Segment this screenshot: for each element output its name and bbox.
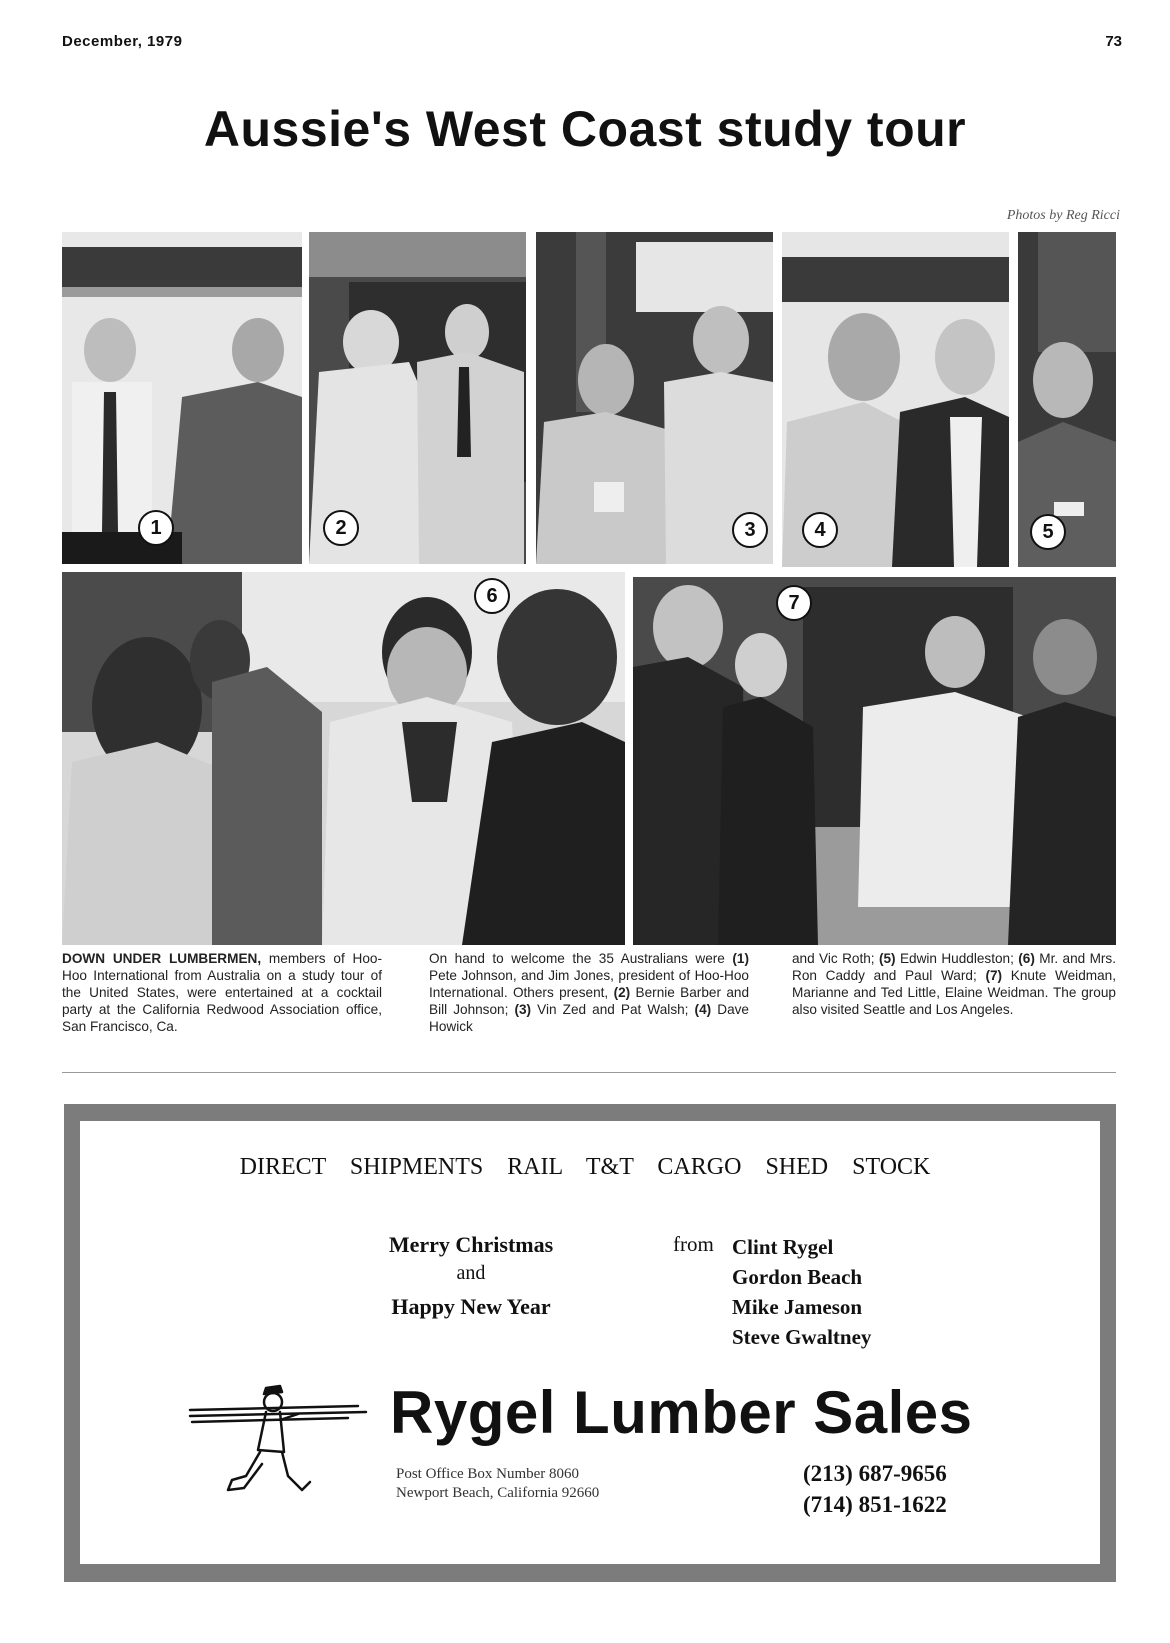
ad-phone: (213) 687-9656 [803,1461,947,1486]
ad-phones [803,1458,947,1520]
caption-marker: (3) [514,1002,532,1017]
caption-text: Knute Weidman, Marianne and Ted Little, Elaine Weidman. The group also visited Seattle and Los Angeles. [792,968,1116,1017]
caption-column-2 [429,950,749,1035]
lumberjack-carrying-boards-icon [188,1380,372,1498]
photo-1 [62,232,302,564]
photo-4 [782,232,1009,567]
caption-text: Dave Howick [429,1002,749,1034]
article-title: Aussie's West Coast study tour [203,101,967,157]
photo-label-4: 4 [802,512,838,548]
photo-6 [62,572,625,945]
ad-company-name: Rygel Lumber Sales [390,1379,973,1446]
page-date: December, 1979 [62,33,183,50]
photo-label-6: 6 [474,578,510,614]
caption-text: Mr. and Mrs. Ron Caddy and Paul Ward; [792,951,1116,983]
ad-address-line: Post Office Box Number 8060 [396,1466,580,1482]
ad-phone: (714) 851-1622 [803,1492,947,1517]
ad-greeting-and: and [456,1262,486,1284]
caption-column-3 [792,950,1116,1018]
photo-label-7: 7 [776,585,812,621]
photo-label-1: 1 [138,510,174,546]
photo-label-3: 3 [732,512,768,548]
ad-greeting-line2: Happy New Year [391,1294,551,1319]
caption-text: Edwin Huddleston; [895,951,1019,966]
ad-greeting-line1: Merry Christmas [388,1232,554,1257]
ad-name: Steve Gwaltney [732,1325,872,1349]
caption-text: Pete Johnson, and Jim Jones, president of Hoo-Hoo International. Others present, [429,968,749,1000]
caption-text: Vin Zed and Pat Walsh; [531,1002,695,1017]
caption-text: Bernie Barber and Bill Johnson; [429,985,750,1017]
photo-7 [633,577,1116,945]
photo-3 [536,232,773,564]
ad-address-line: Newport Beach, California 92660 [396,1485,600,1501]
section-divider [62,1072,1116,1073]
caption-marker: (4) [694,1002,712,1017]
ad-name: Clint Rygel [732,1235,834,1259]
ad-name: Gordon Beach [732,1265,863,1289]
ad-from: from [673,1232,714,1256]
ad-name: Mike Jameson [732,1295,863,1319]
caption-marker: (7) [985,968,1003,983]
caption-marker: (1) [732,951,749,966]
caption-lead: DOWN UNDER LUMBERMEN, [62,951,262,966]
caption-marker: (2) [613,985,631,1000]
photo-2 [309,232,526,564]
photo-credit: Photos by Reg Ricci [1006,208,1120,223]
caption-marker: (6) [1018,951,1035,966]
photo-label-5: 5 [1030,514,1066,550]
photo-label-2: 2 [323,510,359,546]
caption-text: On hand to welcome the 35 Australians were [429,951,733,966]
caption-text: and Vic Roth; [792,951,879,966]
caption-text: members of Hoo-Hoo International from Australia on a study tour of the United States, were entertained at a cocktail party at the California Redwood Association office, San Francisco, Ca. [62,951,382,1034]
caption-marker: (5) [878,951,896,966]
page-number: 73 [1105,33,1122,50]
ad-services: DIRECT SHIPMENTS RAIL T&T CARGO SHED STOCK [239,1154,931,1180]
photo-5 [1018,232,1116,567]
caption-column-1 [62,950,382,1035]
ad-address [396,1465,599,1503]
ad-names [732,1232,871,1352]
